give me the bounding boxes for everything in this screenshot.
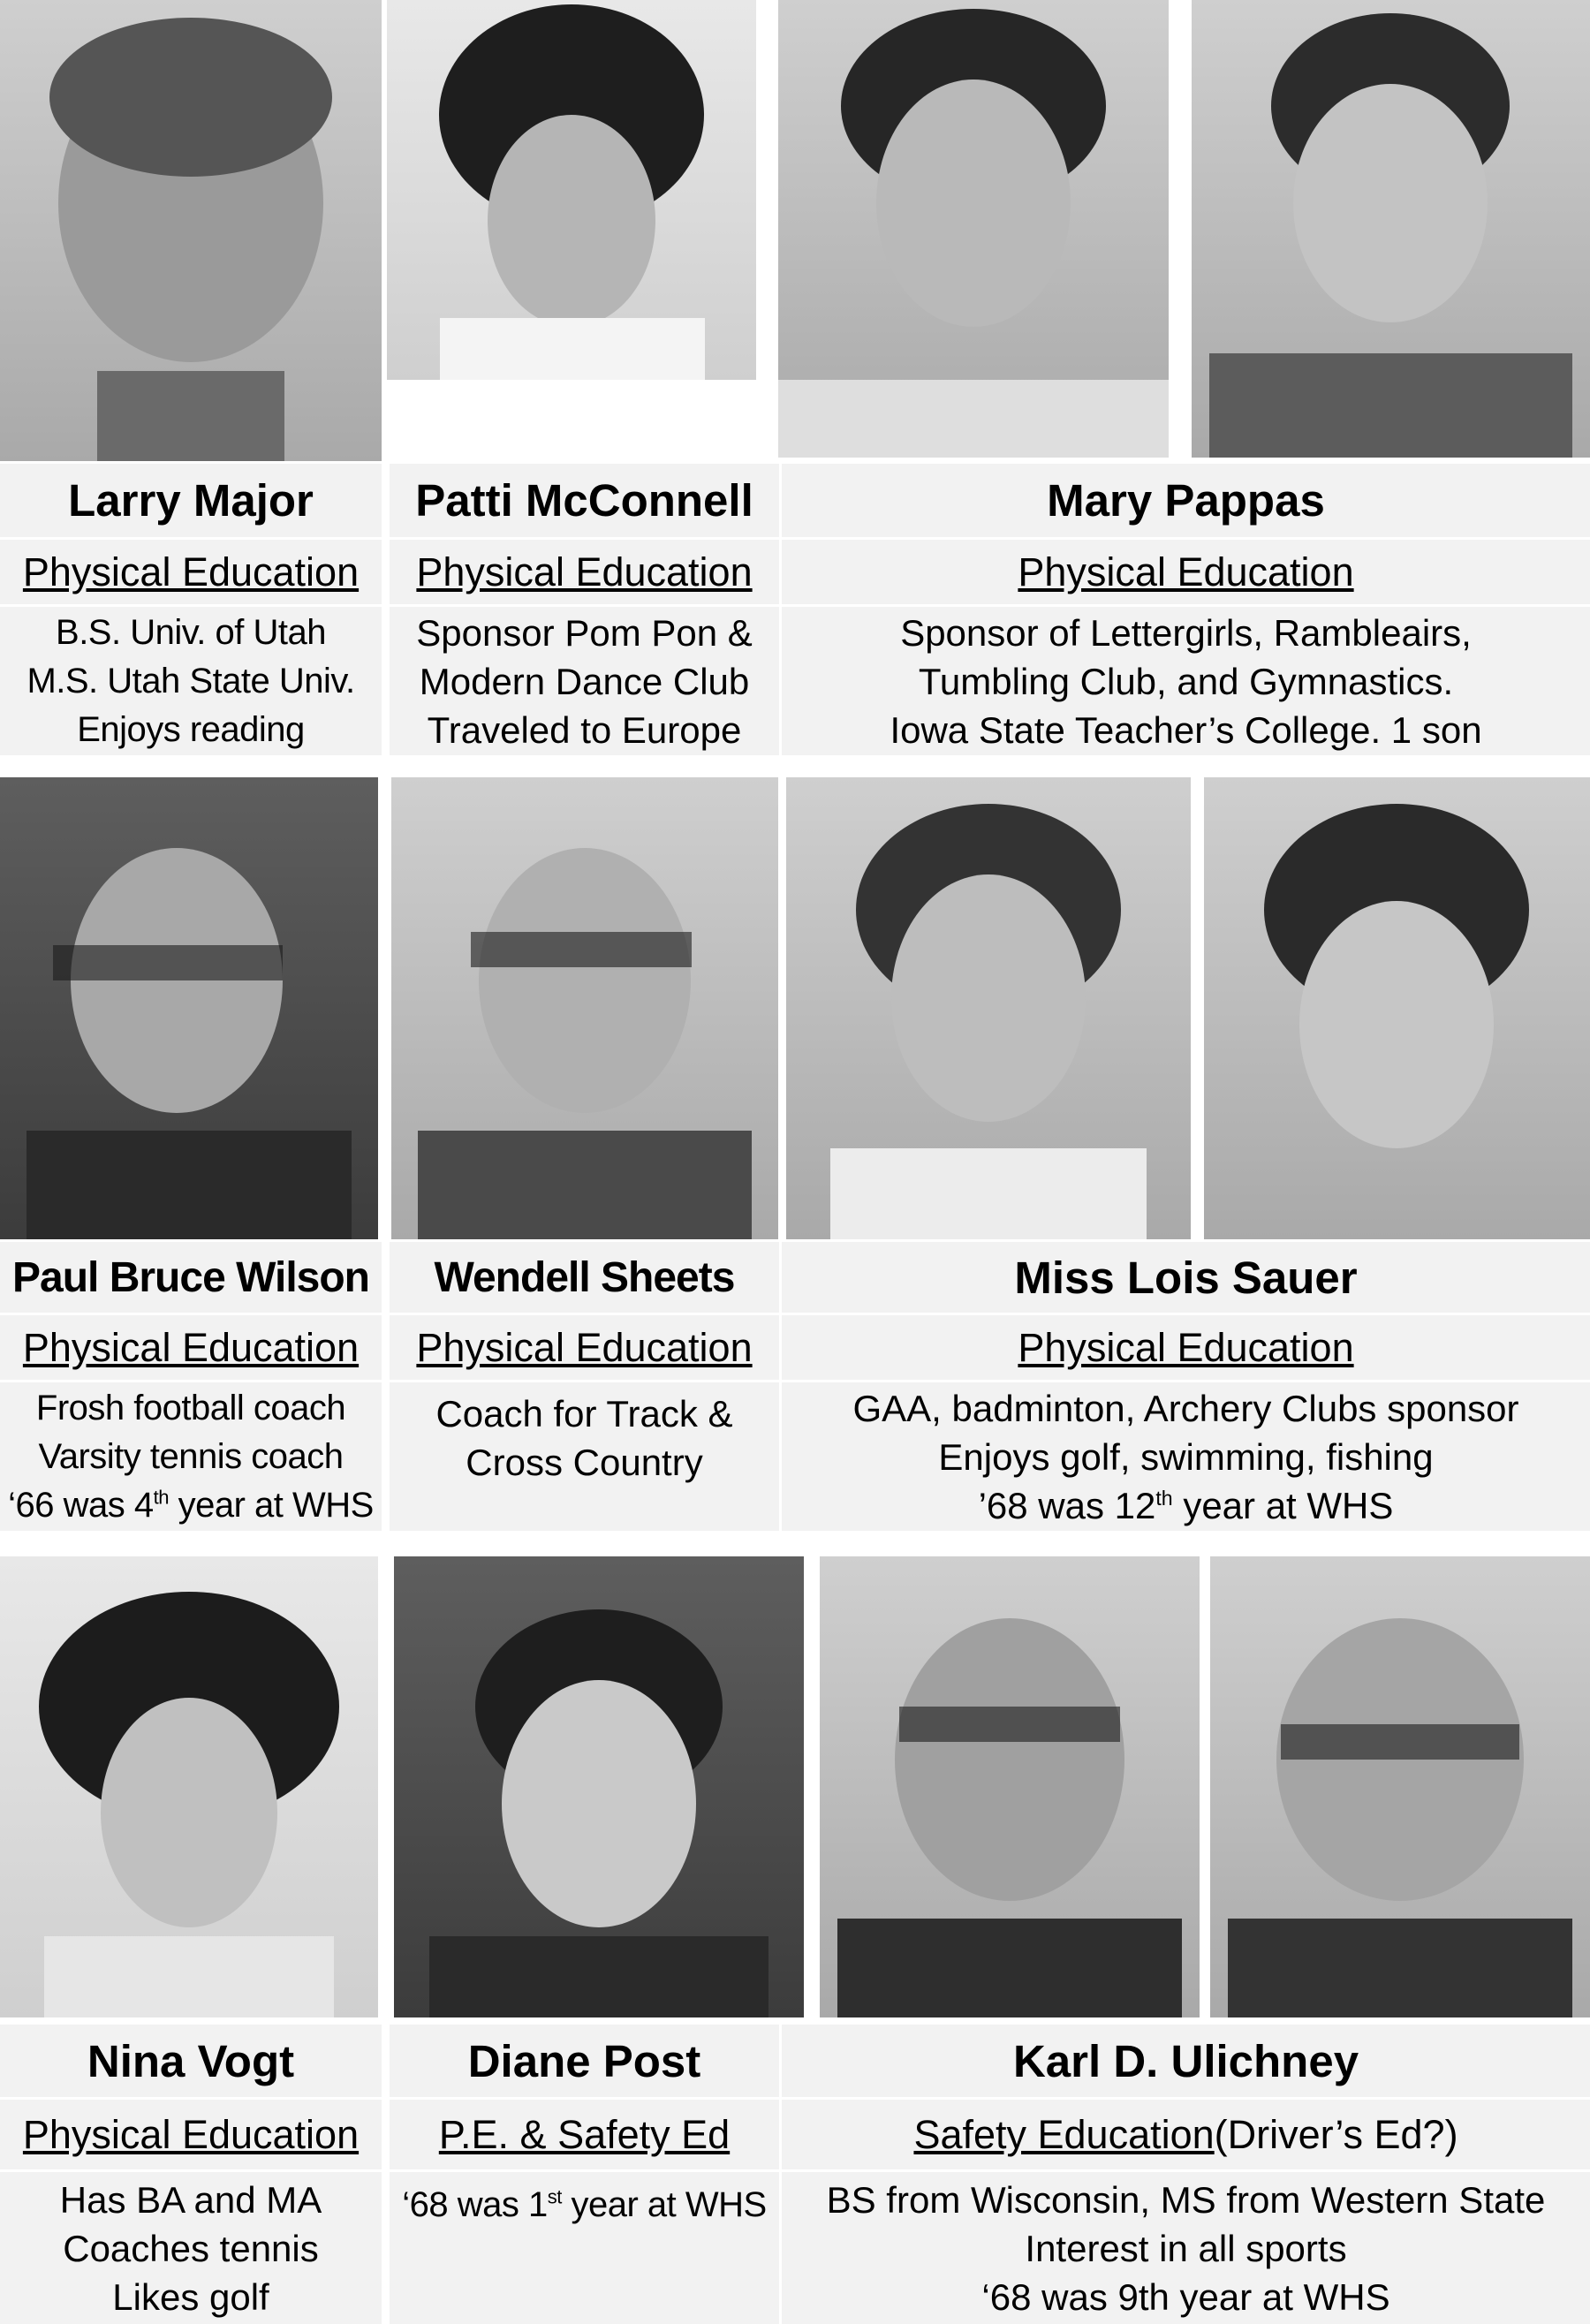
photo-wendell-sheets <box>391 777 778 1239</box>
info-paul-bruce-wilson <box>0 1382 382 1531</box>
info-line: ‘68 was 1st year at WHS <box>402 2185 767 2224</box>
info-line: BS from Wisconsin, MS from Western State <box>826 2178 1546 2221</box>
dept-karl-ulichney: Safety Education (Driver’s Ed?) <box>782 2100 1590 2169</box>
info-larry-major <box>0 607 382 755</box>
dept-nina-vogt: Physical Education <box>0 2100 382 2169</box>
photo-lois-sauer-2 <box>1204 777 1590 1239</box>
name-diane-post: Diane Post <box>390 2025 779 2097</box>
info-line: Sponsor Pom Pon & <box>416 611 753 654</box>
name-paul-bruce-wilson: Paul Bruce Wilson <box>0 1242 382 1313</box>
photo-karl-ulichney-2 <box>1210 1556 1590 2017</box>
photo-paul-bruce-wilson <box>0 777 378 1239</box>
name-nina-vogt: Nina Vogt <box>0 2025 382 2097</box>
info-nina-vogt <box>0 2172 382 2324</box>
info-wendell-sheets <box>390 1382 779 1531</box>
photo-karl-ulichney-1 <box>820 1556 1200 2017</box>
info-lois-sauer <box>782 1382 1590 1531</box>
name-mary-pappas: Mary Pappas <box>782 464 1590 537</box>
name-lois-sauer: Miss Lois Sauer <box>782 1242 1590 1313</box>
name-patti-mcconnell: Patti McConnell <box>390 464 779 537</box>
info-diane-post <box>390 2172 779 2324</box>
info-line: Likes golf <box>112 2275 269 2318</box>
name-wendell-sheets: Wendell Sheets <box>390 1242 779 1313</box>
info-line: Iowa State Teacher’s College. 1 son <box>890 708 1482 751</box>
info-line: Coach for Track & <box>435 1393 733 1435</box>
photo-diane-post <box>394 1556 804 2017</box>
info-line: ‘68 was 9th year at WHS <box>981 2275 1390 2318</box>
info-line: Frosh football coach <box>35 1388 346 1427</box>
photo-mary-pappas-2 <box>1192 0 1590 458</box>
name-karl-ulichney: Karl D. Ulichney <box>782 2025 1590 2097</box>
photo-nina-vogt <box>0 1556 378 2017</box>
info-line: ’68 was 12th year at WHS <box>978 1484 1394 1526</box>
info-mary-pappas <box>782 607 1590 755</box>
name-larry-major: Larry Major <box>0 464 382 537</box>
info-line: B.S. Univ. of Utah <box>56 612 326 652</box>
info-line: Cross Country <box>466 1442 703 1483</box>
photo-lois-sauer-1 <box>786 777 1191 1239</box>
photo-larry-major <box>0 0 382 461</box>
info-patti-mcconnell <box>390 607 779 755</box>
info-line: Modern Dance Club <box>419 660 750 702</box>
dept-patti-mcconnell: Physical Education <box>390 540 779 604</box>
info-line: Coaches tennis <box>63 2227 319 2269</box>
dept-diane-post: P.E. & Safety Ed <box>390 2100 779 2169</box>
dept-wendell-sheets: Physical Education <box>390 1315 779 1380</box>
photo-mary-pappas-1 <box>778 0 1169 458</box>
info-line: Enjoys reading <box>77 709 305 749</box>
info-line: Enjoys golf, swimming, fishing <box>938 1435 1434 1478</box>
dept-mary-pappas: Physical Education <box>782 540 1590 604</box>
info-line: ‘66 was 4th year at WHS <box>8 1485 374 1525</box>
info-line: Varsity tennis coach <box>38 1436 344 1476</box>
info-line: Tumbling Club, and Gymnastics. <box>918 660 1454 702</box>
dept-lois-sauer: Physical Education <box>782 1315 1590 1380</box>
dept-larry-major: Physical Education <box>0 540 382 604</box>
info-line: Has BA and MA <box>59 2178 322 2221</box>
info-line: Interest in all sports <box>1025 2227 1347 2269</box>
info-line: Traveled to Europe <box>427 708 742 751</box>
dept-paul-bruce-wilson: Physical Education <box>0 1315 382 1380</box>
info-karl-ulichney <box>782 2172 1590 2324</box>
info-line: Sponsor of Lettergirls, Rambleairs, <box>900 611 1472 654</box>
info-line: GAA, badminton, Archery Clubs sponsor <box>852 1387 1519 1429</box>
photo-patti-mcconnell <box>387 0 756 380</box>
info-line: M.S. Utah State Univ. <box>26 661 355 700</box>
